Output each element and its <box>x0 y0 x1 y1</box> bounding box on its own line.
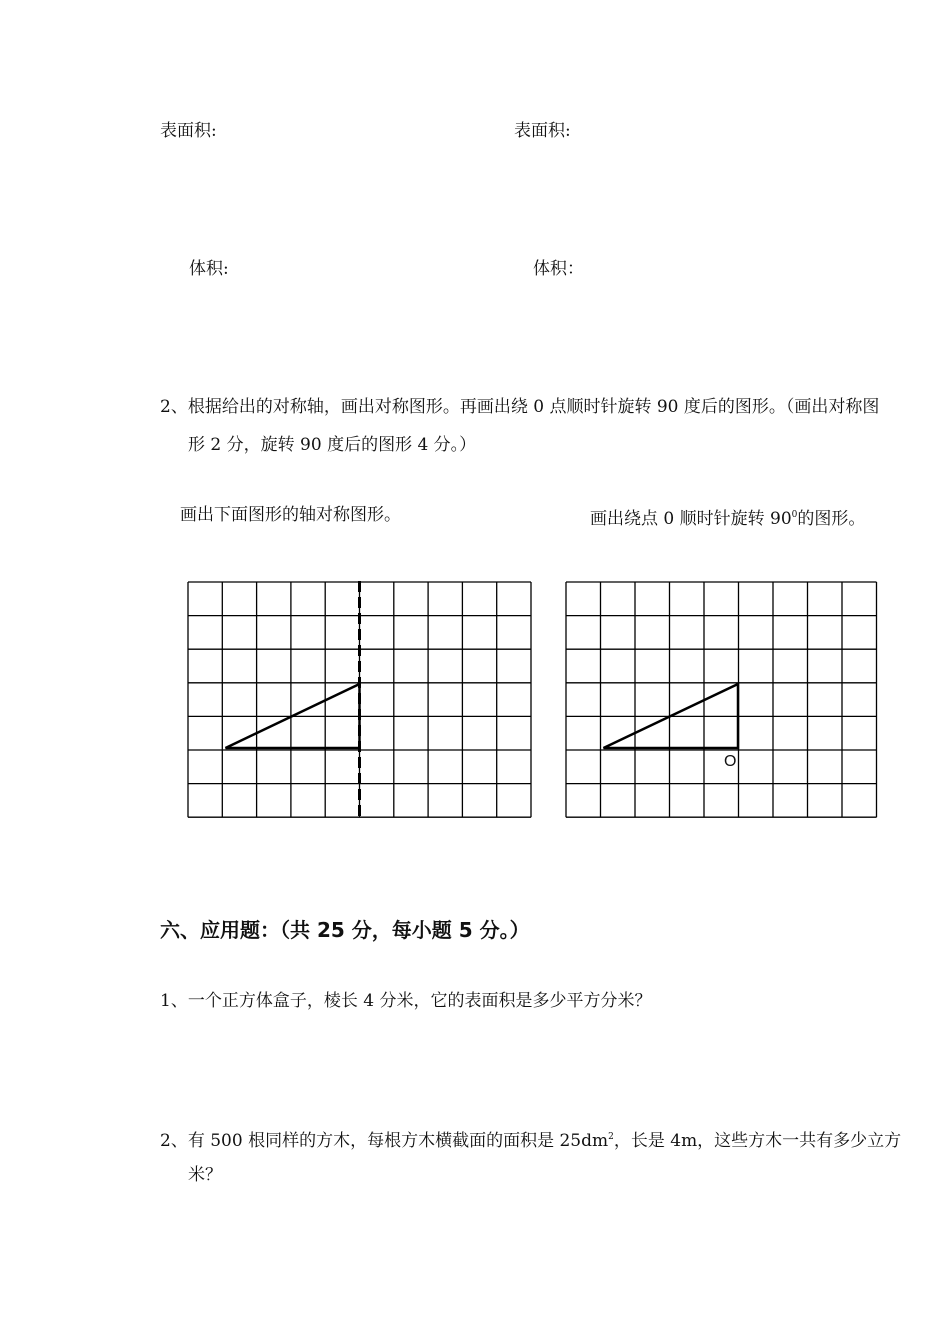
degree-superscript: 0 <box>791 510 798 520</box>
section-6-question-1: 1、一个正方体盒子，棱长 4 分米，它的表面积是多少平方分米？ <box>160 991 652 1011</box>
volume-label-right: 体积： <box>533 259 584 279</box>
q2-text-suffix: ，长是 4m，这些方木一共有多少立方 <box>613 1131 902 1151</box>
section-6-question-2-line-1 <box>160 1126 901 1152</box>
question-2-line-1: 2、根据给出的对称轴，画出对称图形。再画出绕 0 点顺时针旋转 90 度后的图形。（画出对称图 <box>160 397 880 417</box>
left-grid-instruction: 画出下面图形的轴对称图形。 <box>180 505 401 525</box>
surface-area-label-right: 表面积: <box>514 121 571 141</box>
square-superscript: 2 <box>608 1132 614 1142</box>
question-2-line-2: 形 2 分，旋转 90 度后的图形 4 分。） <box>188 435 477 455</box>
right-instruction-prefix: 画出绕点 0 顺时针旋转 90 <box>590 509 792 529</box>
section-6-heading: 六、应用题：（共 25 分，每小题 5 分。） <box>160 918 530 942</box>
left-symmetry-grid <box>187 581 533 819</box>
section-6-question-2-line-2: 米？ <box>188 1165 222 1185</box>
surface-area-label-left: 表面积: <box>160 121 217 141</box>
right-grid-instruction <box>590 504 865 530</box>
right-instruction-suffix: 的图形。 <box>797 509 866 529</box>
point-o-label: O <box>724 753 737 770</box>
q2-text-prefix: 2、有 500 根同样的方木，每根方木横截面的面积是 25dm <box>160 1131 609 1151</box>
right-rotation-grid <box>565 581 879 819</box>
volume-label-left: 体积: <box>189 259 229 279</box>
